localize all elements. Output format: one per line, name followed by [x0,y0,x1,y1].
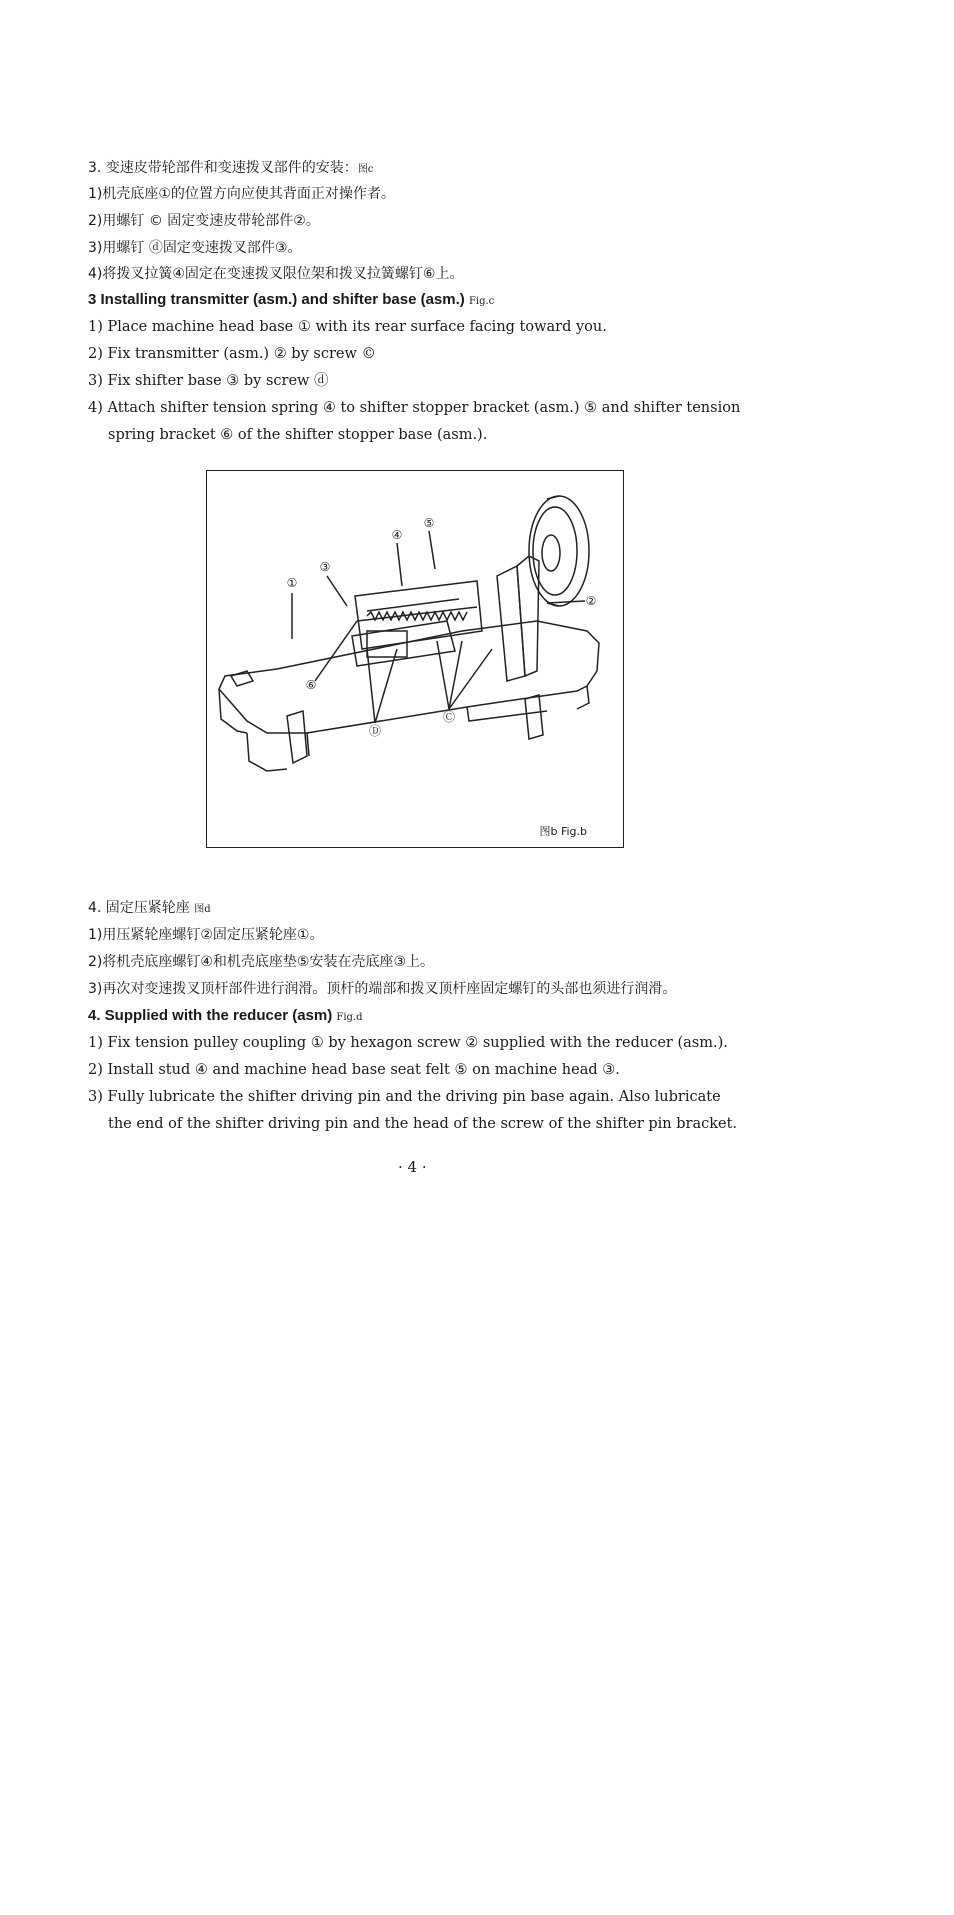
section3-zh-step-4: 4)将拨叉拉簧④固定在变速拨叉限位架和拨叉拉簧螺钉⑥上。 [88,266,464,282]
callout-5: ⑤ [423,516,435,530]
section4-zh-heading: 4. 固定压紧轮座 图d [88,900,211,916]
section3-en-step-1: 1) Place machine head base ① with its rear surface facing toward you. [88,319,607,335]
page-number: · 4 · [398,1158,427,1176]
callout-d: Ⓓ [368,724,382,738]
section4-en-step-3: 3) Fully lubricate the shifter driving pin and the driving pin base again. Also lubricate [88,1089,721,1105]
section3-en-step-4: 4) Attach shifter tension spring ④ to shifter stopper bracket (asm.) ⑤ and shifter tension [88,400,741,416]
callout-c: Ⓒ [442,710,456,724]
callout-2: ② [585,594,597,608]
section3-zh-step-1: 1)机壳底座①的位置方向应使其背面正对操作者。 [88,186,395,202]
section4-zh-step-3: 3)再次对变速拨叉顶杆部件进行润滑。顶杆的端部和拨叉顶杆座固定螺钉的头部也须进行润滑。 [88,981,677,997]
callout-6: ⑥ [305,678,317,692]
section3-en-step-4-cont: spring bracket ⑥ of the shifter stopper base (asm.). [108,427,488,443]
section3-en-step-3: 3) Fix shifter base ③ by screw ⓓ [88,373,329,389]
section3-en-heading: 3 Installing transmitter (asm.) and shifter base (asm.) Fig.c [88,291,495,308]
section3-en-step-2: 2) Fix transmitter (asm.) ② by screw © [88,346,376,362]
figure-caption: 图b Fig.b [539,825,587,838]
section4-en-step-1: 1) Fix tension pulley coupling ① by hexagon screw ② supplied with the reducer (asm.). [88,1035,728,1051]
callout-1: ① [286,576,298,590]
section3-zh-step-3: 3)用螺钉 ⓓ固定变速拨叉部件③。 [88,240,302,256]
callout-4: ④ [391,528,403,542]
section3-zh-step-2: 2)用螺钉 © 固定变速皮带轮部件②。 [88,213,320,229]
section4-zh-step-1: 1)用压紧轮座螺钉②固定压紧轮座①。 [88,927,324,943]
machine-base-drawing [207,471,622,846]
callout-3: ③ [319,560,331,574]
figure-b [206,470,624,848]
section4-en-step-2: 2) Install stud ④ and machine head base seat felt ⑤ on machine head ③. [88,1062,620,1078]
section4-en-heading: 4. Supplied with the reducer (asm) Fig.d [88,1007,363,1024]
section4-zh-step-2: 2)将机壳底座螺钉④和机壳底座垫⑤安装在壳底座③上。 [88,954,435,970]
section3-zh-heading: 3. 变速皮带轮部件和变速拨叉部件的安装：图c [88,160,374,176]
section4-en-step-3-cont: the end of the shifter driving pin and the head of the screw of the shifter pin bracket. [108,1116,738,1132]
